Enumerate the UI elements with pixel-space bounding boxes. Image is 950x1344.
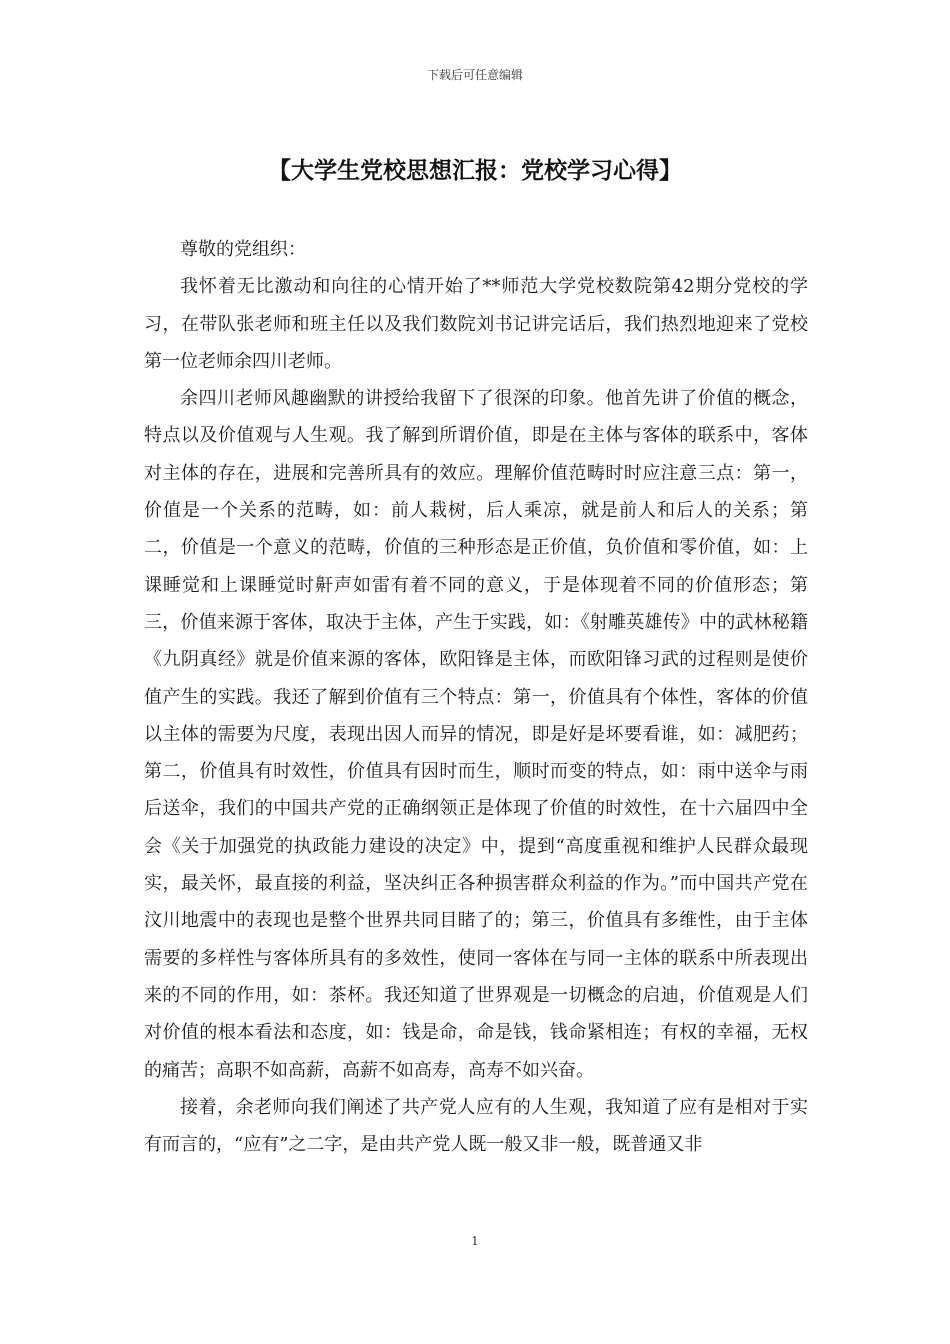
- document-body: [144, 231, 808, 1163]
- page-header-note: 下载后可任意编辑: [426, 68, 523, 82]
- body-paragraph-1: 我怀着无比激动和向往的心情开始了**师范大学党校数院第42期分党校的学习，在带队张老师和班主任以及我们数院刘书记讲完话后，我们热烈地迎来了党校第一位老师余四川老师。: [144, 276, 808, 372]
- body-paragraph-3: 接着，余老师向我们阐述了共产党人应有的人生观，我知道了应有是相对于实有而言的，“应有”之二字，是由共产党人既一般又非一般，既普通又非: [144, 1096, 808, 1156]
- page-number: 1: [471, 1234, 479, 1248]
- salutation: 尊敬的党组织：: [180, 239, 306, 260]
- body-paragraph-2: 余四川老师风趣幽默的讲授给我留下了很深的印象。他首先讲了价值的概念，特点以及价值观与人生观。我了解到所谓价值，即是在主体与客体的联系中，客体对主体的存在，进展和完善所具有的效应。理解价值范畴时时应注意三点：第一，价值是一个关系的范畴，如：前人栽树，后人乘凉，就是前人和后人的关系；第二，价值是一个意义的范畴，价值的三种形态是正价值，负价值和零价值，如：上课睡觉和上课睡觉时鼾声如雷有着不同的意义，于是体现着不同的价值形态；第三，价值来源于客体，取决于主体，产生于实践，如：《射雕英雄传》中的武林秘籍《九阴真经》就是价值来源的客体，欧阳锋是主体，而欧阳锋习武的过程则是使价值产生的实践。我还了解到价值有三个特点：第一，价值具有个体性，客体的价值以主体的需要为尺度，表现出因人而异的情况，即是好是坏要看谁，如：减肥药；第二，价值具有时效性，价值具有因时而生，顺时而变的特点，如：雨中送伞与雨后送伞，我们的中国共产党的正确纲领正是体现了价值的时效性，在十六届四中全会《关于加强党的执政能力建设的决定》中，提到“高度重视和维护人民群众最现实，最关怀，最直接的利益，坚决纠正各种损害群众利益的作为。”而中国共产党在汶川地震中的表现也是整个世界共同目睹了的；第三，价值具有多维性，由于主体需要的多样性与客体所具有的多效性，使同一客体在与同一主体的联系中所表现出来的不同的作用，如：茶杯。我还知道了世界观是一切概念的启迪，价值观是人们对价值的根本看法和态度，如：钱是命，命是钱，钱命紧相连；有权的幸福，无权的痛苦；高职不如高薪，高薪不如高寿，高寿不如兴奋。: [144, 388, 808, 1081]
- document-title: 【大学生党校思想汇报：党校学习心得】: [268, 158, 682, 184]
